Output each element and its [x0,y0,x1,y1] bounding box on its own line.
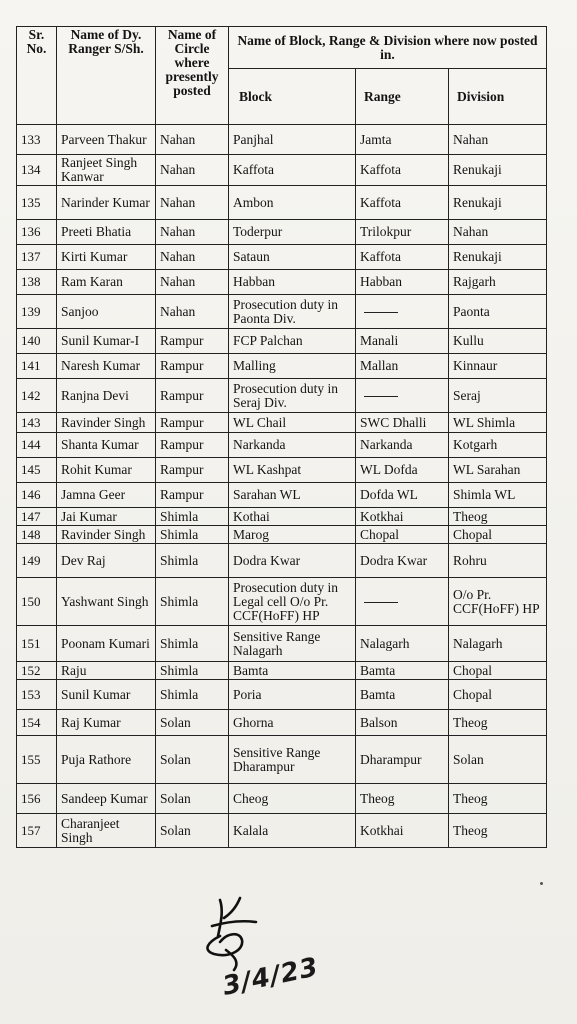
header-circle: Name of Circle where presently posted [156,27,229,125]
division-cell: Renukaji [449,245,547,270]
table-row [17,662,547,680]
block-cell: Sataun [229,245,356,270]
table-row [17,354,547,379]
name-cell: Poonam Kumari [57,626,156,662]
name-cell: Puja Rathore [57,736,156,784]
table-row [17,578,547,626]
table-row [17,413,547,433]
circle-cell: Nahan [156,295,229,329]
name-cell: Ravinder Singh [57,526,156,544]
table-row [17,295,547,329]
range-cell [356,379,449,413]
block-cell: Kalala [229,814,356,848]
block-cell: Sarahan WL [229,483,356,508]
name-cell: Sanjoo [57,295,156,329]
circle-cell: Shimla [156,526,229,544]
sr-cell: 149 [17,544,57,578]
circle-cell: Rampur [156,329,229,354]
circle-cell: Shimla [156,680,229,710]
sr-cell: 157 [17,814,57,848]
range-cell: Balson [356,710,449,736]
sr-cell: 144 [17,433,57,458]
division-cell: Kullu [449,329,547,354]
range-cell: Kaffota [356,245,449,270]
table-row [17,626,547,662]
division-cell: Solan [449,736,547,784]
header-sr-no: Sr. No. [17,27,57,125]
table-row [17,220,547,245]
circle-cell: Nahan [156,155,229,186]
name-cell: Kirti Kumar [57,245,156,270]
name-cell: Sunil Kumar [57,680,156,710]
blank-dash [364,312,398,313]
block-cell: Marog [229,526,356,544]
block-cell: Toderpur [229,220,356,245]
range-cell: Habban [356,270,449,295]
range-cell: Jamta [356,125,449,155]
table-row [17,155,547,186]
division-cell: Theog [449,710,547,736]
block-cell: Dodra Kwar [229,544,356,578]
table-row [17,433,547,458]
header-name: Name of Dy. Ranger S/Sh. [57,27,156,125]
circle-cell: Rampur [156,413,229,433]
header-range: Range [356,69,449,125]
division-cell: Rohru [449,544,547,578]
sr-cell: 133 [17,125,57,155]
division-cell: Nahan [449,220,547,245]
name-cell: Narinder Kumar [57,186,156,220]
sr-cell: 154 [17,710,57,736]
sr-cell: 143 [17,413,57,433]
table-row [17,680,547,710]
table-row [17,186,547,220]
block-cell: WL Kashpat [229,458,356,483]
division-cell: Chopal [449,526,547,544]
sr-cell: 146 [17,483,57,508]
circle-cell: Nahan [156,220,229,245]
sr-cell: 153 [17,680,57,710]
circle-cell: Rampur [156,483,229,508]
sr-cell: 148 [17,526,57,544]
division-cell: Kotgarh [449,433,547,458]
range-cell [356,578,449,626]
block-cell: Malling [229,354,356,379]
division-cell: Seraj [449,379,547,413]
table-row [17,245,547,270]
table-row [17,710,547,736]
sr-cell: 141 [17,354,57,379]
name-cell: Sunil Kumar-I [57,329,156,354]
block-cell: Kaffota [229,155,356,186]
division-cell: Chopal [449,662,547,680]
range-cell: Bamta [356,662,449,680]
circle-cell: Nahan [156,125,229,155]
circle-cell: Shimla [156,578,229,626]
circle-cell: Shimla [156,544,229,578]
circle-cell: Shimla [156,662,229,680]
circle-cell: Nahan [156,186,229,220]
table-row [17,483,547,508]
table-row [17,736,547,784]
header-row-top [17,27,547,69]
sr-cell: 137 [17,245,57,270]
sr-cell: 135 [17,186,57,220]
circle-cell: Solan [156,736,229,784]
division-cell: Kinnaur [449,354,547,379]
table-row [17,379,547,413]
range-cell: Bamta [356,680,449,710]
range-cell: WL Dofda [356,458,449,483]
block-cell: Prosecution duty in Paonta Div. [229,295,356,329]
sr-cell: 140 [17,329,57,354]
posting-table [16,26,547,848]
sr-cell: 139 [17,295,57,329]
circle-cell: Rampur [156,379,229,413]
block-cell: Kothai [229,508,356,526]
range-cell: Kotkhai [356,508,449,526]
division-cell: O/o Pr. CCF(HoFF) HP [449,578,547,626]
block-cell: Sensitive Range Nalagarh [229,626,356,662]
circle-cell: Nahan [156,245,229,270]
blank-dash [364,396,398,397]
division-cell: Nahan [449,125,547,155]
block-cell: Ghorna [229,710,356,736]
name-cell: Raju [57,662,156,680]
range-cell: Manali [356,329,449,354]
sr-cell: 145 [17,458,57,483]
division-cell: WL Sarahan [449,458,547,483]
range-cell: Dodra Kwar [356,544,449,578]
block-cell: Narkanda [229,433,356,458]
range-cell: Narkanda [356,433,449,458]
range-cell: Kaffota [356,186,449,220]
division-cell: WL Shimla [449,413,547,433]
range-cell: Nalagarh [356,626,449,662]
division-cell: Rajgarh [449,270,547,295]
paper-mark [540,882,543,885]
division-cell: Renukaji [449,186,547,220]
block-cell: Panjhal [229,125,356,155]
signature-date: 3/4/23 [219,952,322,1002]
name-cell: Ravinder Singh [57,413,156,433]
sr-cell: 152 [17,662,57,680]
name-cell: Jai Kumar [57,508,156,526]
name-cell: Ranjeet Singh Kanwar [57,155,156,186]
circle-cell: Solan [156,710,229,736]
sr-cell: 156 [17,784,57,814]
header-division: Division [449,69,547,125]
block-cell: Sensitive Range Dharampur [229,736,356,784]
division-cell: Chopal [449,680,547,710]
circle-cell: Solan [156,814,229,848]
name-cell: Sandeep Kumar [57,784,156,814]
table-row [17,526,547,544]
range-cell: Dharampur [356,736,449,784]
range-cell: Kotkhai [356,814,449,848]
circle-cell: Nahan [156,270,229,295]
block-cell: Bamta [229,662,356,680]
table-row [17,508,547,526]
sr-cell: 151 [17,626,57,662]
name-cell: Charanjeet Singh [57,814,156,848]
block-cell: Prosecution duty in Legal cell O/o Pr. CCF(HoFF) HP [229,578,356,626]
table-row [17,125,547,155]
sr-cell: 136 [17,220,57,245]
sr-cell: 138 [17,270,57,295]
range-cell: SWC Dhalli [356,413,449,433]
block-cell: Poria [229,680,356,710]
circle-cell: Rampur [156,433,229,458]
table-row [17,814,547,848]
block-cell: Habban [229,270,356,295]
name-cell: Preeti Bhatia [57,220,156,245]
table-row [17,458,547,483]
name-cell: Ranjna Devi [57,379,156,413]
range-cell: Chopal [356,526,449,544]
sr-cell: 147 [17,508,57,526]
table-row [17,270,547,295]
circle-cell: Shimla [156,508,229,526]
table-row [17,329,547,354]
table-row [17,784,547,814]
division-cell: Theog [449,784,547,814]
block-cell: Ambon [229,186,356,220]
sr-cell: 150 [17,578,57,626]
division-cell: Nalagarh [449,626,547,662]
block-cell: WL Chail [229,413,356,433]
circle-cell: Rampur [156,354,229,379]
range-cell: Trilokpur [356,220,449,245]
name-cell: Parveen Thakur [57,125,156,155]
division-cell: Shimla WL [449,483,547,508]
header-block: Block [229,69,356,125]
name-cell: Shanta Kumar [57,433,156,458]
division-cell: Paonta [449,295,547,329]
header-posting-group: Name of Block, Range & Division where now posted in. [229,27,547,69]
name-cell: Dev Raj [57,544,156,578]
block-cell: FCP Palchan [229,329,356,354]
block-cell: Prosecution duty in Seraj Div. [229,379,356,413]
name-cell: Rohit Kumar [57,458,156,483]
circle-cell: Solan [156,784,229,814]
range-cell: Kaffota [356,155,449,186]
division-cell: Theog [449,508,547,526]
blank-dash [364,602,398,603]
range-cell [356,295,449,329]
sr-cell: 155 [17,736,57,784]
table-row [17,544,547,578]
range-cell: Theog [356,784,449,814]
block-cell: Cheog [229,784,356,814]
range-cell: Mallan [356,354,449,379]
circle-cell: Shimla [156,626,229,662]
name-cell: Raj Kumar [57,710,156,736]
circle-cell: Rampur [156,458,229,483]
range-cell: Dofda WL [356,483,449,508]
sr-cell: 134 [17,155,57,186]
name-cell: Yashwant Singh [57,578,156,626]
name-cell: Ram Karan [57,270,156,295]
division-cell: Theog [449,814,547,848]
name-cell: Naresh Kumar [57,354,156,379]
name-cell: Jamna Geer [57,483,156,508]
division-cell: Renukaji [449,155,547,186]
sr-cell: 142 [17,379,57,413]
